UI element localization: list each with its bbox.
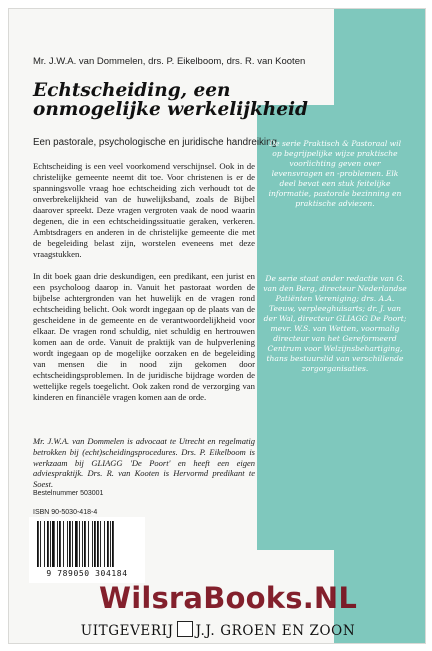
title-line-1: Echtscheiding, een bbox=[33, 80, 231, 101]
barcode bbox=[29, 517, 145, 583]
isbn-number: ISBN 90-5030-418-4 bbox=[33, 509, 98, 516]
series-description: De serie Praktisch & Pastoraal wil op begrijpelijke wijze praktische voorlichting geven over levensvragen en -problemen. Elk deel bevat een stuk feitelijke informatie, pastorale bezinning en praktische adviezen. bbox=[268, 139, 402, 209]
blurb-paragraph-2: In dit boek gaan drie deskundigen, een predikant, een jurist en een psycholoog daarop in. Vanuit het pastoraat worden de bijbelse achtergronden van het huwelijk en de vragen rond echtscheiding belicht. Ook wordt ingegaan op de plaats van de gescheidene in de gemeente en de verantwoordelijkheid voor elkaar. De vragen rond schuldig, niet schuldig en hertrouwen komen aan de orde. Vanuit de praktijk van de hulpverlening wordt ingegaan op de mogelijke oorzaken en de begeleiding van mensen die in nood zijn gekomen door echtscheidingsproblemen. In de juridische bijdrage worden de wettelijke regels toegelicht. Ook zaken rond de verzorging van kinderen en financiële vragen komen aan de orde. bbox=[33, 271, 255, 402]
order-number: Bestelnummer 503001 bbox=[33, 490, 104, 497]
barcode-digits: 9 789050 304184 bbox=[46, 569, 128, 578]
author-bio: Mr. J.W.A. van Dommelen is advocaat te Utrecht en regelmatig betrokken bij (echt)scheidingsprocedures. Drs. P. Eikelboom is werkzaam bij GLIAGG 'De Poort' en heeft een eigen adviespraktijk. Drs. R. van Kooten is Hervormd predikant te Soest. bbox=[33, 436, 255, 490]
authors-line: Mr. J.W.A. van Dommelen, drs. P. Eikelboom, drs. R. van Kooten bbox=[33, 56, 306, 67]
book-back-cover bbox=[8, 8, 426, 644]
watermark: WilsraBooks.NL bbox=[99, 581, 358, 615]
title-line-2: onmogelijke werkelijkheid bbox=[33, 99, 308, 121]
series-editors: De serie staat onder redactie van G. van den Berg, directeur Nederlandse Patiënten Vereniging; drs. A.A. Teeuw, verpleeghuisarts; dr. J. van der Wal, directeur GLIAGG De Poort; mevr. W.S. van Wetten, voormalig directeur van het Gereformeerd Centrum voor Welzijnsbehartiging, thans bestuurslid van verschillende zorgorganisaties. bbox=[263, 274, 407, 374]
publisher-logo-icon bbox=[177, 621, 193, 637]
book-subtitle: Een pastorale, psychologische en juridische handreiking bbox=[33, 137, 277, 148]
publisher-name-left: UITGEVERIJ bbox=[80, 623, 174, 639]
publisher-imprint bbox=[9, 621, 426, 639]
barcode-bars-icon bbox=[35, 521, 139, 569]
book-title bbox=[33, 81, 333, 120]
publisher-name-right: J.J. GROEN EN ZOON bbox=[195, 623, 356, 639]
blurb-paragraph-1: Echtscheiding is een veel voorkomend verschijnsel. Ook in de christelijke gemeente neemt dit toe. Voor christenen is er de spanningsvolle vraag hoe echtscheiding zich verhoudt tot de onverbrekelijkheid van de huwelijksband, zoals de Bijbel daarover spreekt. Deze vragen vergroten vaak de nood waarin degenen, die in een echtscheidingssituatie geraken, verkeren. Ambtsdragers en anderen in de christelijke gemeente die met de begeleiding belast zijn, worstelen eveneens met deze vraagstukken. bbox=[33, 161, 255, 259]
